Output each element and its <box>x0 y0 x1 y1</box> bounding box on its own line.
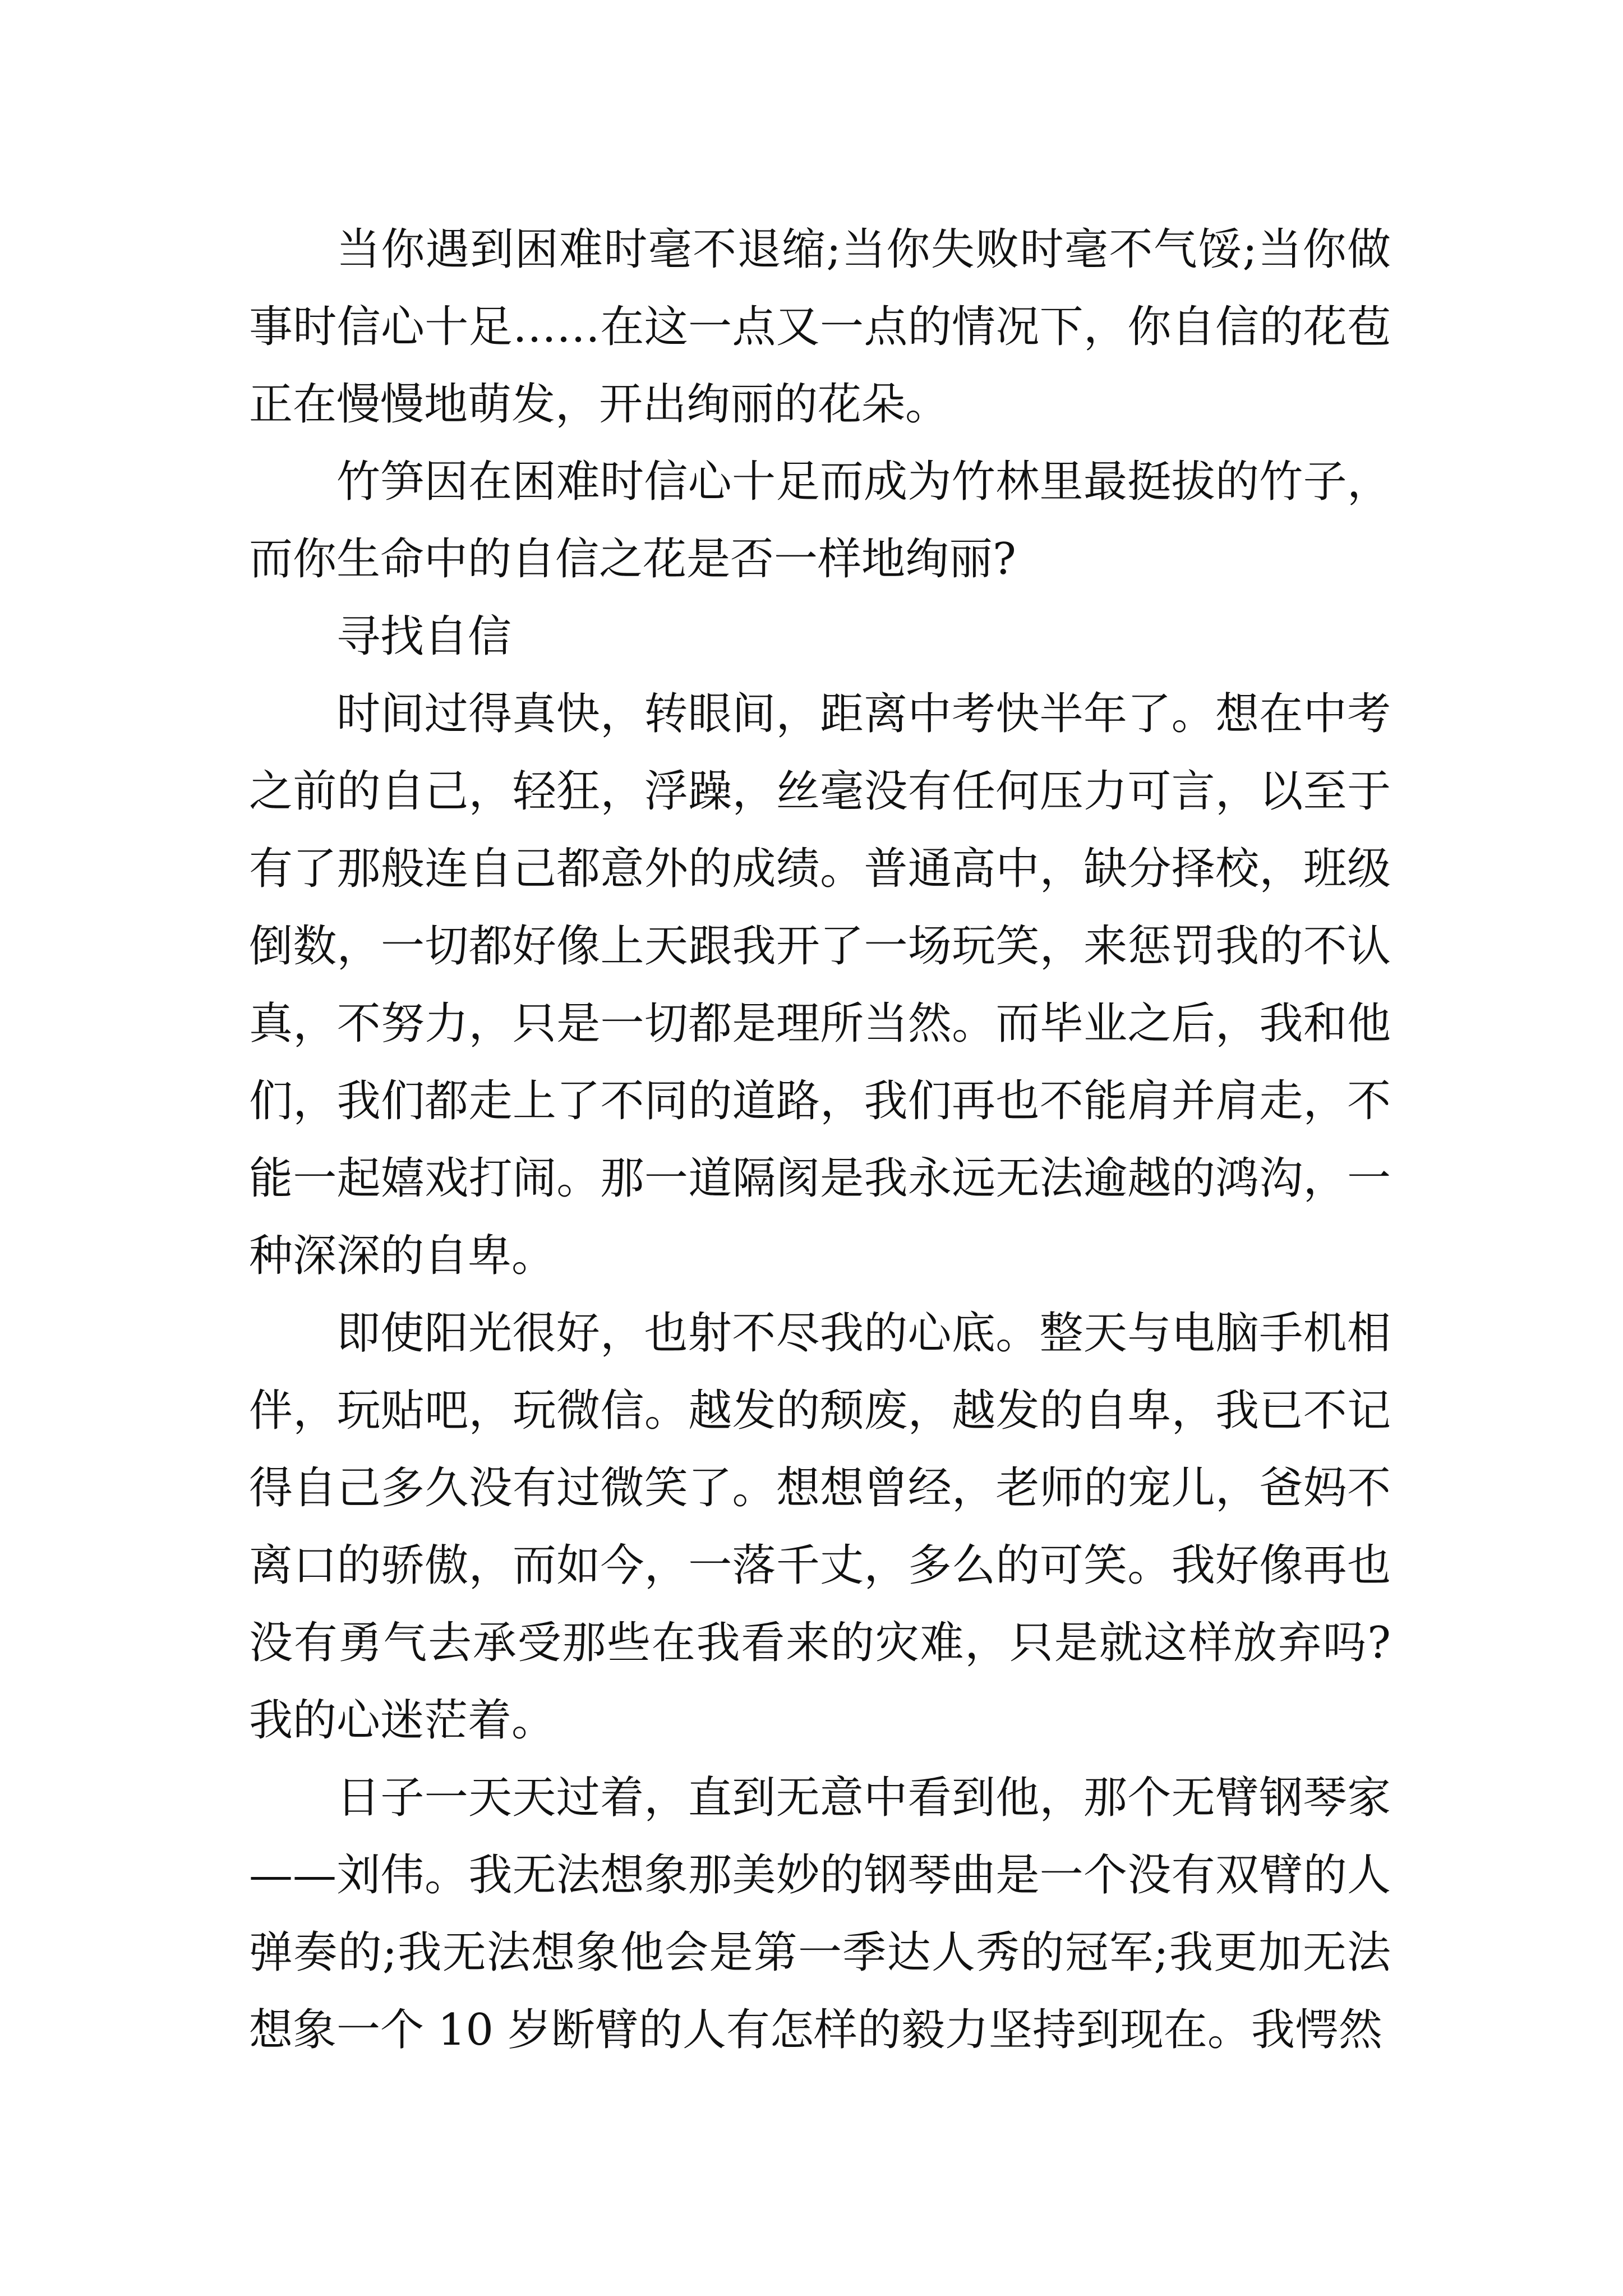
section-heading: 寻找自信 <box>336 611 512 662</box>
document-body <box>249 211 1391 2069</box>
paragraph-5: 日子一天天过着，直到无意中看到他，那个无臂钢琴家——刘伟。我无法想象那美妙的钢琴曲是一个没有双臂的人弹奏的;我无法想象他会是第一季达人秀的冠军;我更加无法想象一个 10 岁断臂的人有怎样的毅力坚持到现在。我愕然 <box>249 1773 1391 2055</box>
paragraph-3: 时间过得真快，转眼间，距离中考快半年了。想在中考之前的自己，轻狂，浮躁，丝毫没有任何压力可言，以至于有了那般连自己都意外的成绩。普通高中，缺分择校，班级倒数，一切都好像上天跟我开了一场玩笑，来惩罚我的不认真，不努力，只是一切都是理所当然。而毕业之后，我和他们，我们都走上了不同的道路，我们再也不能肩并肩走，不能一起嬉戏打闹。那一道隔阂是我永远无法逾越的鸿沟，一种深深的自卑。 <box>249 689 1391 1281</box>
paragraph-2: 竹笋因在困难时信心十足而成为竹林里最挺拔的竹子，而你生命中的自信之花是否一样地绚丽? <box>249 457 1391 585</box>
paragraph-4: 即使阳光很好，也射不尽我的心底。整天与电脑手机相伴，玩贴吧，玩微信。越发的颓废，越发的自卑，我已不记得自己多久没有过微笑了。想想曾经，老师的宠儿，爸妈不离口的骄傲，而如今，一落千丈，多么的可笑。我好像再也没有勇气去承受那些在我看来的灾难，只是就这样放弃吗?我的心迷茫着。 <box>249 1308 1391 1746</box>
paragraph-1: 当你遇到困难时毫不退缩;当你失败时毫不气馁;当你做事时信心十足……在这一点又一点的情况下，你自信的花苞正在慢慢地萌发，开出绚丽的花朵。 <box>249 224 1391 430</box>
